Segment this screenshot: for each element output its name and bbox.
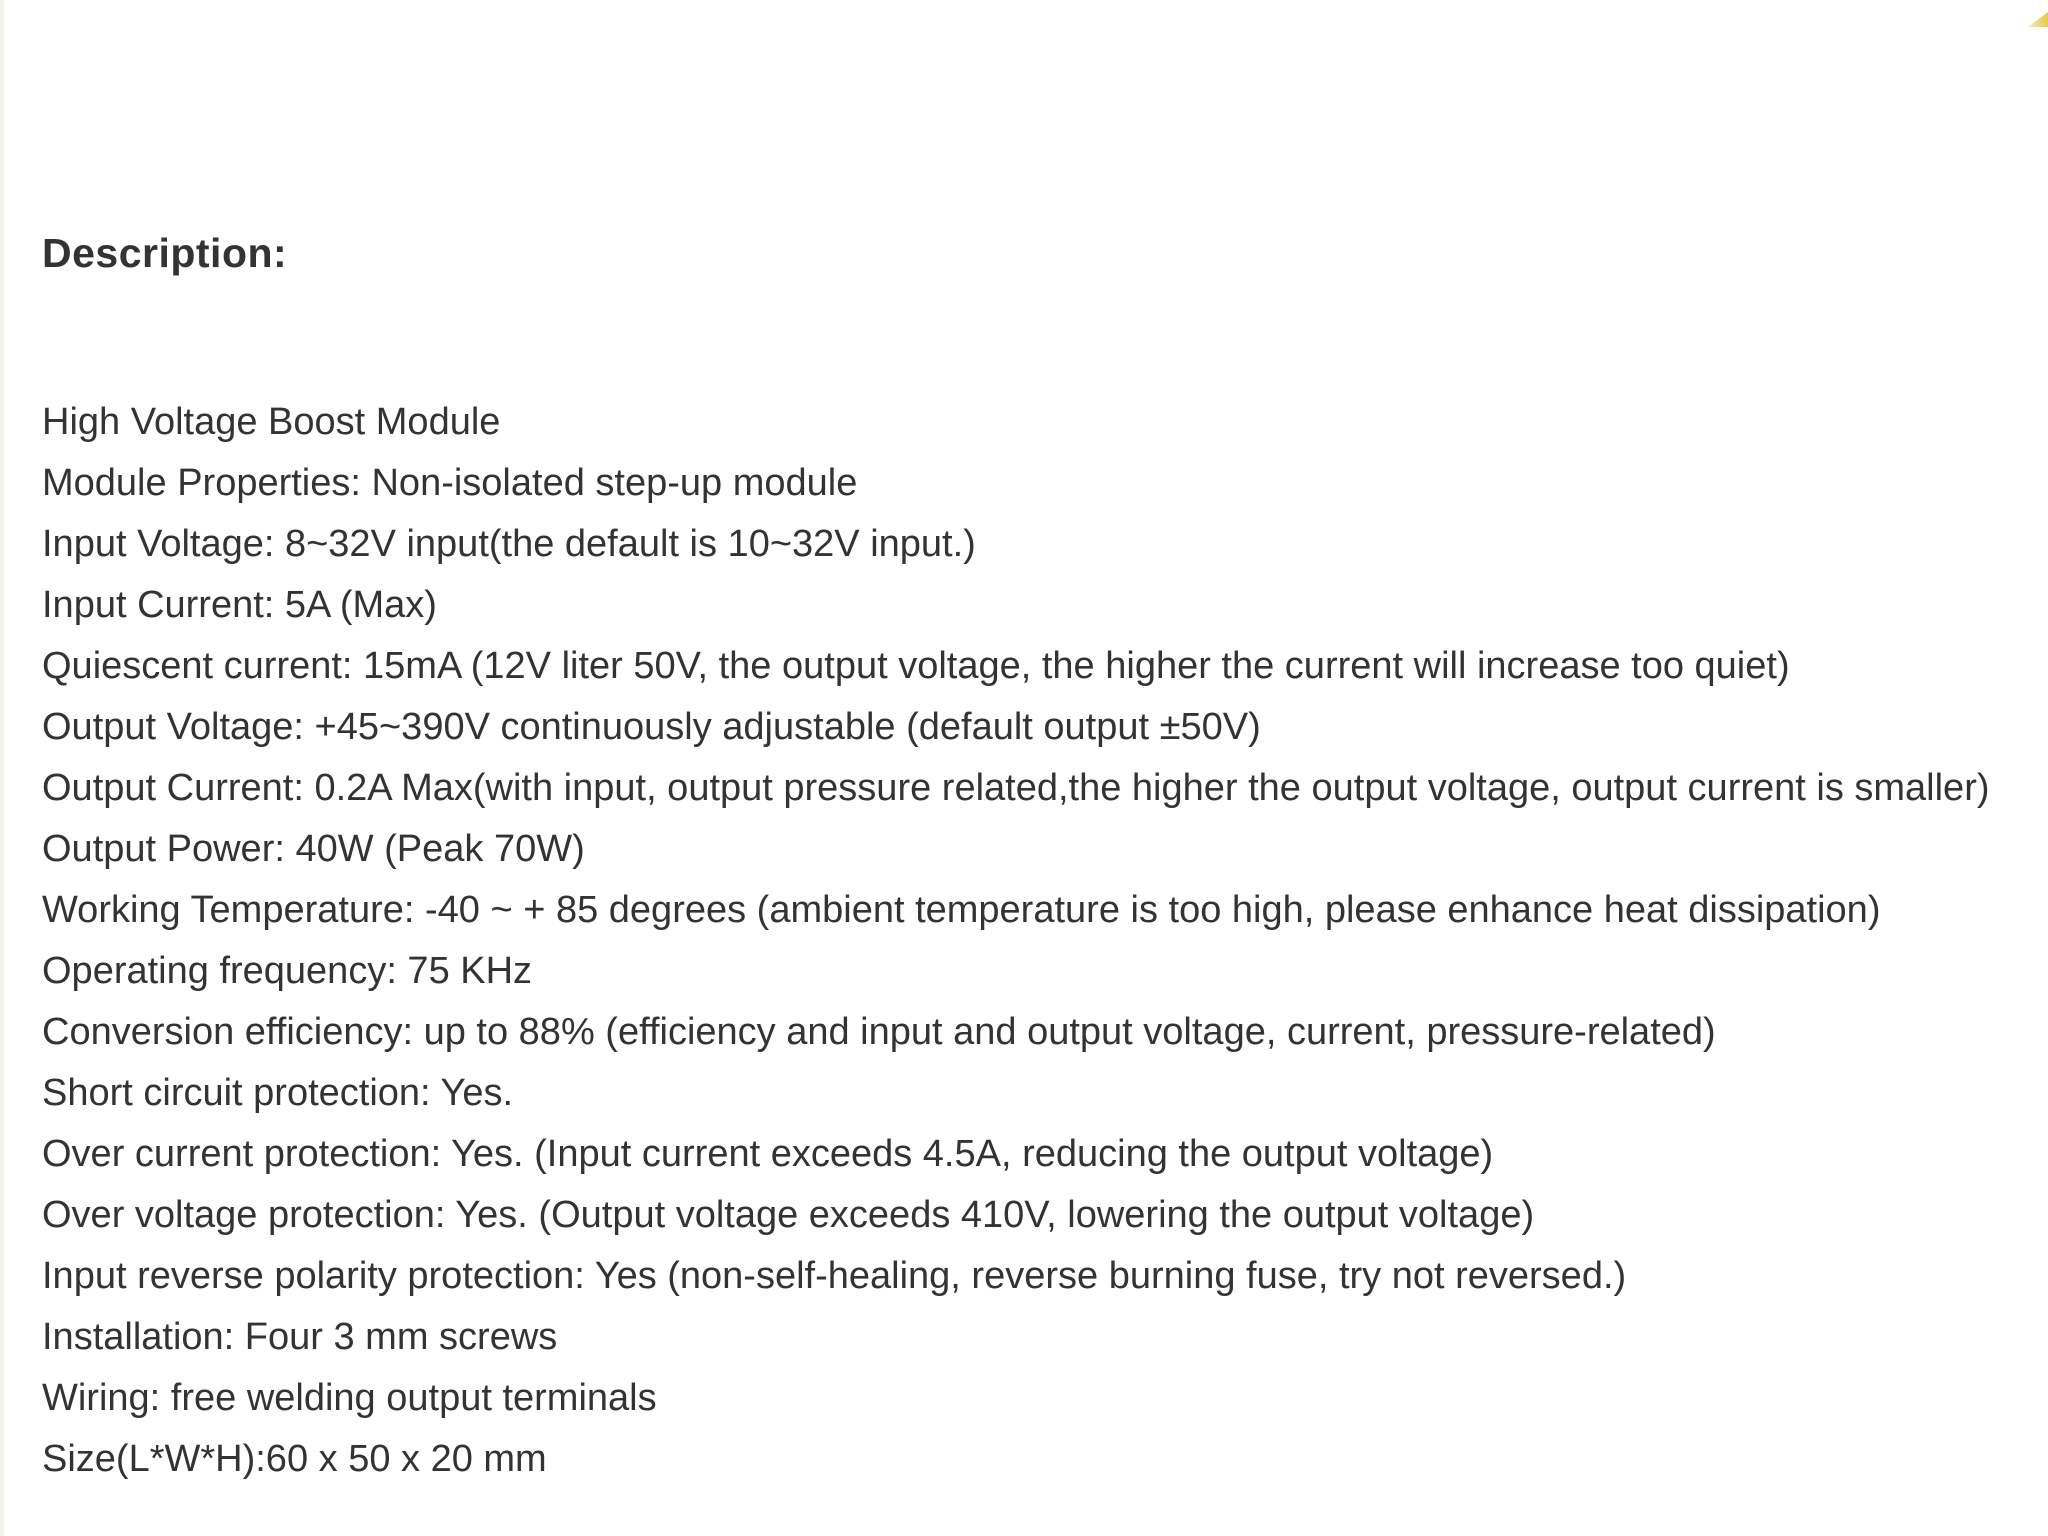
spec-line-short-circuit-protection: Short circuit protection: Yes. (42, 1072, 514, 1114)
spec-line-operating-frequency: Operating frequency: 75 KHz (42, 950, 533, 992)
spec-line-module-properties: Module Properties: Non-isolated step-up module (42, 462, 858, 504)
spec-line-size: Size(L*W*H):60 x 50 x 20 mm (42, 1438, 547, 1480)
spec-line-output-power: Output Power: 40W (Peak 70W) (42, 828, 585, 870)
spec-line-wiring: Wiring: free welding output terminals (42, 1377, 657, 1419)
spec-line-conversion-efficiency: Conversion efficiency: up to 88% (efficiency and input and output voltage, current, pressure-related) (42, 1011, 1716, 1053)
spec-line-quiescent-current: Quiescent current: 15mA (12V liter 50V, the output voltage, the higher the current will increase too quiet) (42, 645, 1790, 687)
spec-line-input-current: Input Current: 5A (Max) (42, 584, 437, 626)
corner-accent-icon (2028, 12, 2048, 27)
description-heading: Description: (42, 230, 288, 277)
spec-line-over-voltage-protection: Over voltage protection: Yes. (Output voltage exceeds 410V, lowering the output voltage) (42, 1194, 1535, 1236)
spec-line-product-name: High Voltage Boost Module (42, 401, 501, 443)
spec-line-over-current-protection: Over current protection: Yes. (Input current exceeds 4.5A, reducing the output voltage) (42, 1133, 1494, 1175)
content-left-edge-divider (0, 0, 4, 1536)
description-body (42, 392, 2038, 1490)
spec-line-installation: Installation: Four 3 mm screws (42, 1316, 558, 1358)
spec-line-reverse-polarity-protection: Input reverse polarity protection: Yes (non-self-healing, reverse burning fuse, try not reversed.) (42, 1255, 1627, 1297)
spec-line-working-temperature: Working Temperature: -40 ~ + 85 degrees (ambient temperature is too high, please enhance heat dissipation) (42, 889, 1881, 931)
spec-line-output-current: Output Current: 0.2A Max(with input, output pressure related,the higher the output voltage, output current is smaller) (42, 767, 1990, 809)
spec-line-input-voltage: Input Voltage: 8~32V input(the default is 10~32V input.) (42, 523, 976, 565)
spec-line-output-voltage: Output Voltage: +45~390V continuously adjustable (default output ±50V) (42, 706, 1261, 748)
